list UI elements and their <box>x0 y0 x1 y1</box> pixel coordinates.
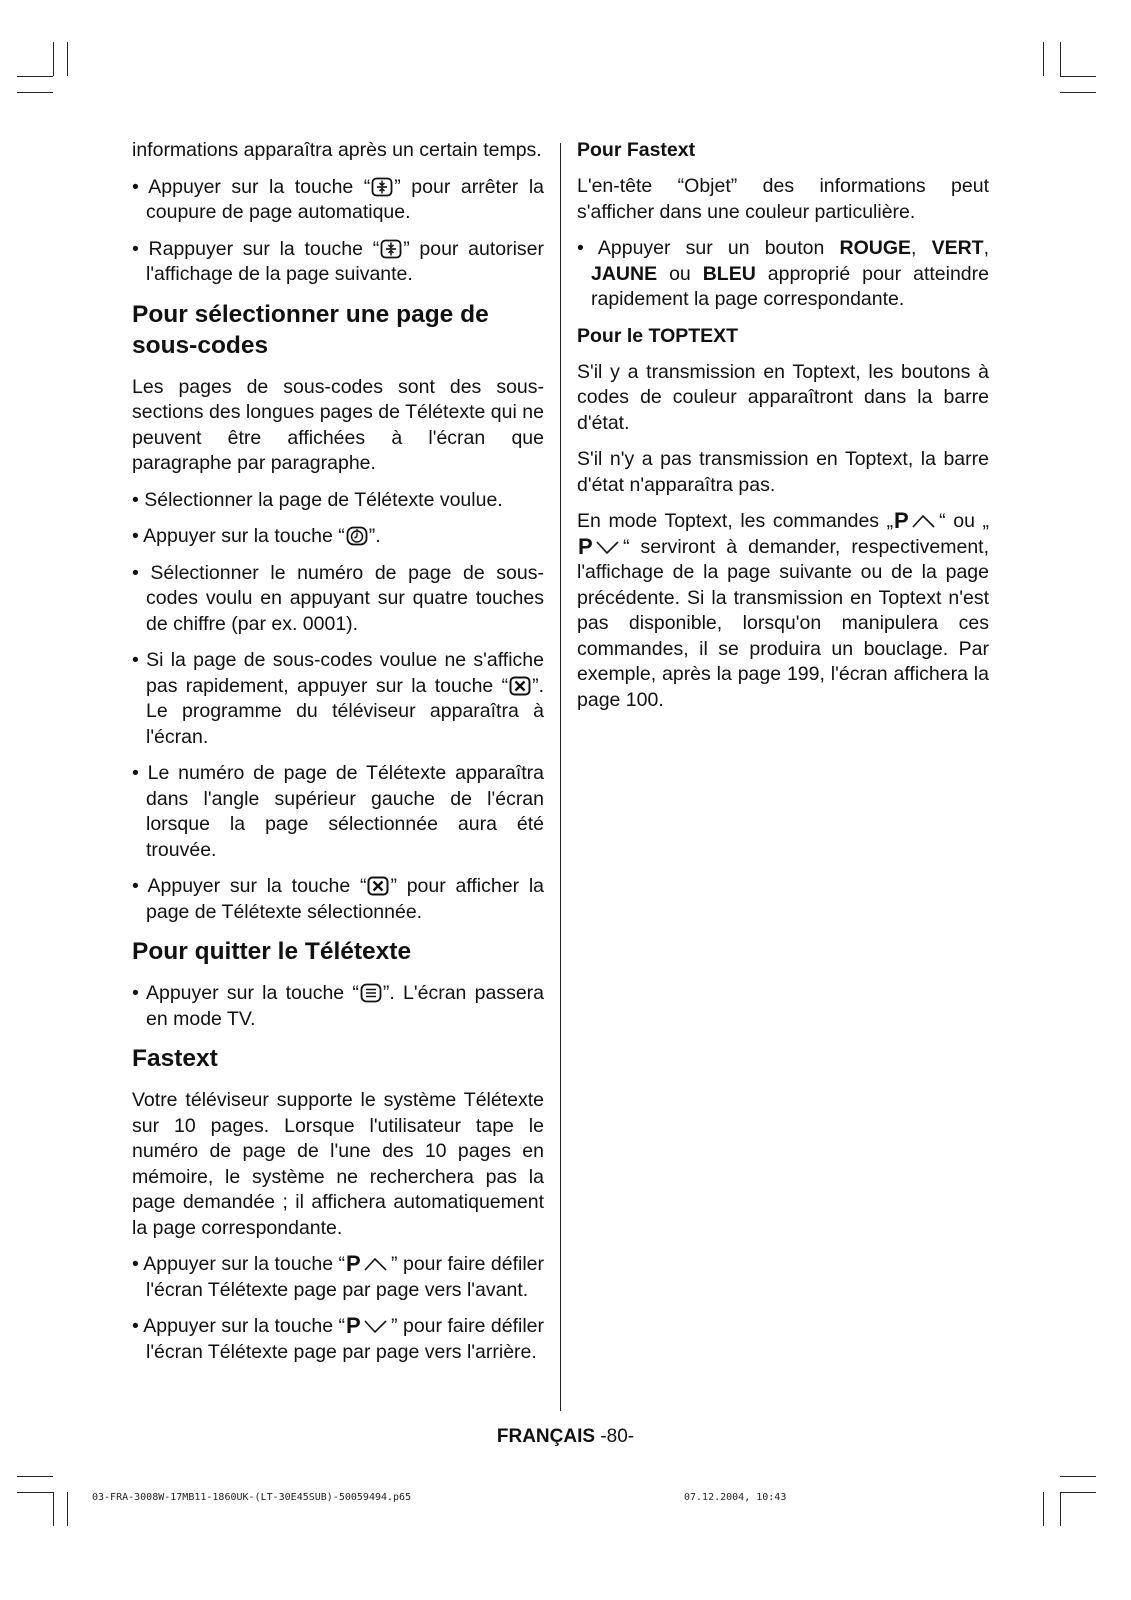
crop-mark <box>1060 76 1096 77</box>
crop-mark <box>17 1492 53 1493</box>
footer-language: FRANÇAIS <box>496 1426 596 1447</box>
toptext-paragraph-1: S'il y a transmission en Toptext, les boutons à codes de couleur apparaîtront dans la barre d'état. <box>577 360 989 434</box>
clock-icon <box>346 526 368 546</box>
crop-mark <box>1060 1492 1061 1526</box>
text-mode-icon <box>360 983 382 1003</box>
bullet-quit: • Appuyer sur la touche “ ”. L'écran passera en mode TV. <box>132 982 545 1030</box>
crop-mark <box>1043 42 1044 76</box>
crop-mark <box>67 1492 68 1526</box>
bullet-resume-page: • Rappuyer sur la touche “ ” pour autoriser l'affichage de la page suivante. <box>132 237 544 285</box>
bullet-page-forward: • Appuyer sur la touche “ P ” pour faire défiler l'écran Télétexte page par page vers l'avant. <box>132 1253 544 1301</box>
bullet-select-page: • Sélectionner la page de Télétexte voulue. <box>132 488 503 511</box>
yellow-label: JAUNE <box>591 262 658 285</box>
svg-text:P: P <box>346 1315 361 1335</box>
p-down-icon <box>346 1315 390 1335</box>
bullet-page-number: • Le numéro de page de Télétexte apparaîtra dans l'angle supérieur gauche de l'écran lorsque la page sélectionnée aura été trouvée. <box>132 762 544 861</box>
bullet-press-clock: • Appuyer sur la touche “ ”. <box>132 525 381 547</box>
intro-paragraph: informations apparaîtra après un certain temps. <box>132 139 542 161</box>
bullet-color-buttons: • Appuyer sur un bouton ROUGE, VERT, JAUNE ou BLEU approprié pour atteindre rapidement la page correspondante. <box>577 237 989 310</box>
blue-label: BLEU <box>702 262 756 285</box>
crop-mark <box>53 1492 54 1526</box>
svg-text:P: P <box>578 535 593 556</box>
svg-text:P: P <box>894 510 909 530</box>
crop-mark <box>67 42 68 76</box>
print-date: 07.12.2004, 10:43 <box>684 1492 787 1503</box>
red-label: ROUGE <box>839 237 911 259</box>
heading-subcodes: Pour sélectionner une page de sous-codes <box>132 300 489 359</box>
page-hold-icon <box>371 177 393 197</box>
svg-text:P: P <box>346 1253 361 1273</box>
crop-mark <box>53 42 54 76</box>
green-label: VERT <box>931 237 984 259</box>
p-up-icon <box>346 1253 390 1273</box>
column-divider <box>560 143 561 1411</box>
heading-fastext: Fastext <box>132 1045 218 1072</box>
p-up-icon <box>894 510 938 530</box>
toptext-mode-paragraph: En mode Toptext, les commandes „ P “ ou „ P “ serviront à demander, respectivement, l'affichage de la page suivante ou de la page précédente. Si la transmission en Toptext n'est pas disponible, lorsqu'on manipulera ces commandes, il se produira un bouclage. Par exemple, après la page 199, l'écran affichera la page 100. <box>577 510 989 711</box>
header-color-paragraph: L'en-tête “Objet” des informations peut s'afficher dans une couleur particulière. <box>577 175 989 223</box>
p-down-icon <box>578 536 622 556</box>
crop-mark <box>17 1476 53 1477</box>
cancel-x-icon <box>367 876 389 896</box>
crop-mark <box>1060 1492 1096 1493</box>
subcodes-paragraph: Les pages de sous-codes sont des sous-sections des longues pages de Télétexte qui ne peuvent être affichées à l'écran que paragraphe par paragraphe. <box>132 375 544 474</box>
page-footer <box>0 1426 1131 1448</box>
fastext-paragraph: Votre téléviseur supporte le système Télétexte sur 10 pages. Lorsque l'utilisateur tape le numéro de page de l'une des 10 pages en mémoire, le système ne recherchera pas la page demandée ; il affichera automatiquement la page correspondante. <box>132 1089 544 1239</box>
bullet-enter-number: • Sélectionner le numéro de page de sous-codes voulu en appuyant sur quatre touches de chiffre (par ex. 0001). <box>132 561 544 635</box>
toptext-paragraph-2: S'il n'y a pas transmission en Toptext, la barre d'état n'apparaîtra pas. <box>577 448 989 496</box>
crop-mark <box>1043 1492 1044 1526</box>
crop-mark <box>17 92 53 93</box>
page-number: -80- <box>600 1426 635 1447</box>
heading-toptext: Pour le TOPTEXT <box>577 324 739 347</box>
bullet-page-back: • Appuyer sur la touche “ P ” pour faire défiler l'écran Télétexte page par page vers l'arrière. <box>132 1315 544 1363</box>
right-column <box>577 138 989 724</box>
heading-pour-fastext: Pour Fastext <box>577 139 696 161</box>
heading-quit-teletext: Pour quitter le Télétexte <box>132 938 412 965</box>
crop-mark <box>1060 42 1061 76</box>
cancel-x-icon <box>509 676 531 696</box>
page-hold-icon <box>380 239 402 259</box>
crop-mark <box>1060 1476 1096 1477</box>
crop-mark <box>17 76 53 77</box>
bullet-stop-page: • Appuyer sur la touche “ ” pour arrêter la coupure de page automatique. <box>132 175 544 223</box>
bullet-show-page: • Appuyer sur la touche “ ” pour afficher la page de Télétexte sélectionnée. <box>132 875 545 923</box>
left-column <box>132 138 544 1376</box>
bullet-not-fast: • Si la page de sous-codes voulue ne s'affiche pas rapidement, appuyer sur la touche “ ”. Le programme du téléviseur apparaîtra à l'écran. <box>132 649 544 748</box>
crop-mark <box>1060 92 1096 93</box>
print-file-name: 03-FRA-3008W-17MB11-1860UK-(LT-30E45SUB)-50059494.p65 <box>92 1492 412 1503</box>
